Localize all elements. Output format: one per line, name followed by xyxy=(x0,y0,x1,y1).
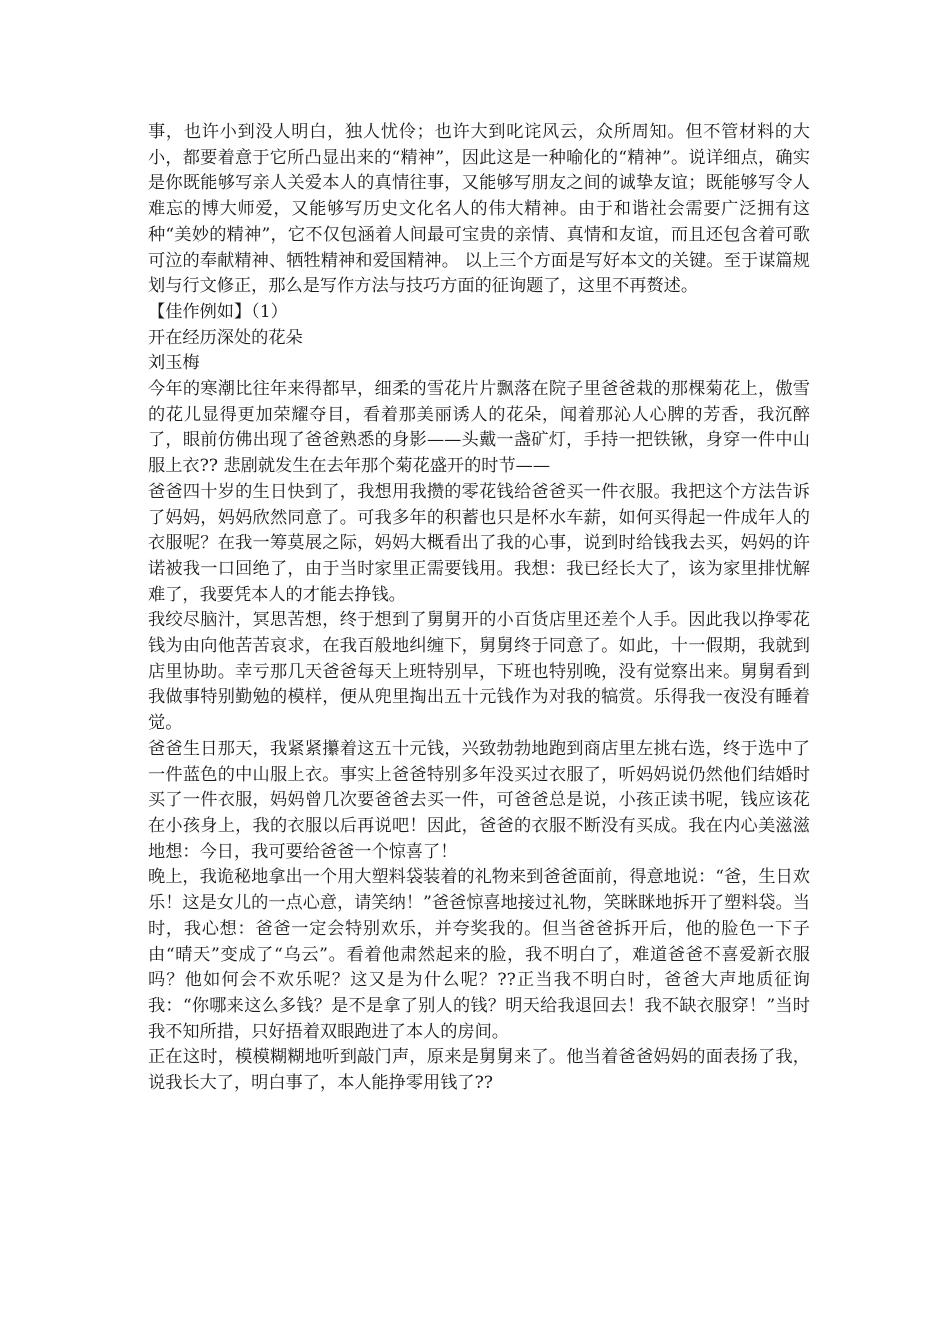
document-page xyxy=(148,120,810,1097)
section-heading: 【佳作例如】（1） xyxy=(148,301,288,322)
essay-author: 刘玉梅 xyxy=(148,353,200,374)
essay-paragraph-4: 爸爸生日那天，我紧紧攥着这五十元钱，兴致勃勃地跑到商店里左挑右选，终于选中了一件蓝色的中山服上衣。事实上爸爸特别多年没买过衣服了，听妈妈说仍然他们结婚时买了一件衣服，妈妈曾几次要爸爸去买一件，可爸爸总是说，小孩正读书呢，钱应该花在小孩身上，我的衣服以后再说吧！因此，爸爸的衣服不断没有买成。我在内心美滋滋地想：今日，我可要给爸爸一个惊喜了！ xyxy=(148,738,810,862)
body-paragraph-1: 事，也许小到没人明白，独人忧伶；也许大到叱诧风云，众所周知。但不管材料的大小，都要着意于它所凸显出来的“精神”，因此这是一种喻化的“精神”。说详细点，确实是你既能够写亲人关爱本人的真情往事，又能够写朋友之间的诚挚友谊；既能够写令人难忘的博大师爱，又能够写历史文化名人的伟大精神。由于和谐社会需要广泛拥有这种“美妙的精神”，它不仅包涵着人间最可宝贵的亲情、真情和友谊，而且还包含着可歌可泣的奉献精神、牺牲精神和爱国精神。 以上三个方面是写好本文的关键。至于谋篇规划与行文修正，那么是写作方法与技巧方面的征询题了，这里不再赘述。 xyxy=(148,122,810,297)
essay-paragraph-3: 我绞尽脑汁，冥思苦想，终于想到了舅舅开的小百货店里还差个人手。因此我以挣零花钱为由向他苦苦哀求，在我百般地纠缠下，舅舅终于同意了。如此，十一假期，我就到店里协助。幸亏那几天爸爸每天上班特别早，下班也特别晚，没有觉察出来。舅舅看到我做事特别勤勉的模样，便从兜里掏出五十元钱作为对我的犒赏。乐得我一夜没有睡着觉。 xyxy=(148,610,810,734)
essay-paragraph-5: 晚上，我诡秘地拿出一个用大塑料袋装着的礼物来到爸爸面前，得意地说：“爸，生日欢乐！这是女儿的一点心意，请笑纳！”爸爸惊喜地接过礼物，笑眯眯地拆开了塑料袋。当时，我心想：爸爸一定会特别欢乐，并夸奖我的。但当爸爸拆开后，他的脸色一下子由“晴天”变成了“乌云”。看着他肃然起来的脸，我不明白了，难道爸爸不喜爱新衣服吗？他如何会不欢乐呢？这又是为什么呢？??正当我不明白时，爸爸大声地质征询我：“你哪来这么多钱？是不是拿了别人的钱？明天给我退回去！我不缺衣服穿！”当时我不知所措，只好捂着双眼跑进了本人的房间。 xyxy=(148,867,810,1042)
essay-paragraph-2: 爸爸四十岁的生日快到了，我想用我攒的零花钱给爸爸买一件衣服。我把这个方法告诉了妈妈，妈妈欣然同意了。可我多年的积蓄也只是杯水车薪，如何买得起一件成年人的衣服呢？在我一筹莫展之际，妈妈大概看出了我的心事，说到时给钱我去买，妈妈的许诺被我一口回绝了，由于当时家里正需要钱用。我想：我已经长大了，该为家里排忧解难了，我要凭本人的才能去挣钱。 xyxy=(148,481,810,605)
essay-paragraph-6: 正在这时，模模糊糊地听到敲门声，原来是舅舅来了。他当着爸爸妈妈的面表扬了我，说我长大了，明白事了，本人能挣零用钱了?? xyxy=(148,1047,810,1094)
essay-title: 开在经历深处的花朵 xyxy=(148,327,303,348)
essay-paragraph-1: 今年的寒潮比往年来得都早，细柔的雪花片片飘落在院子里爸爸栽的那棵菊花上，傲雪的花儿显得更加荣耀夺目，看着那美丽诱人的花朵，闻着那沁人心脾的芳香，我沉醉了，眼前仿佛出现了爸爸熟悉的身影——头戴一盏矿灯，手持一把铁锹，身穿一件中山服上衣?? 悲剧就发生在去年那个菊花盛开的时节—— xyxy=(148,379,810,477)
